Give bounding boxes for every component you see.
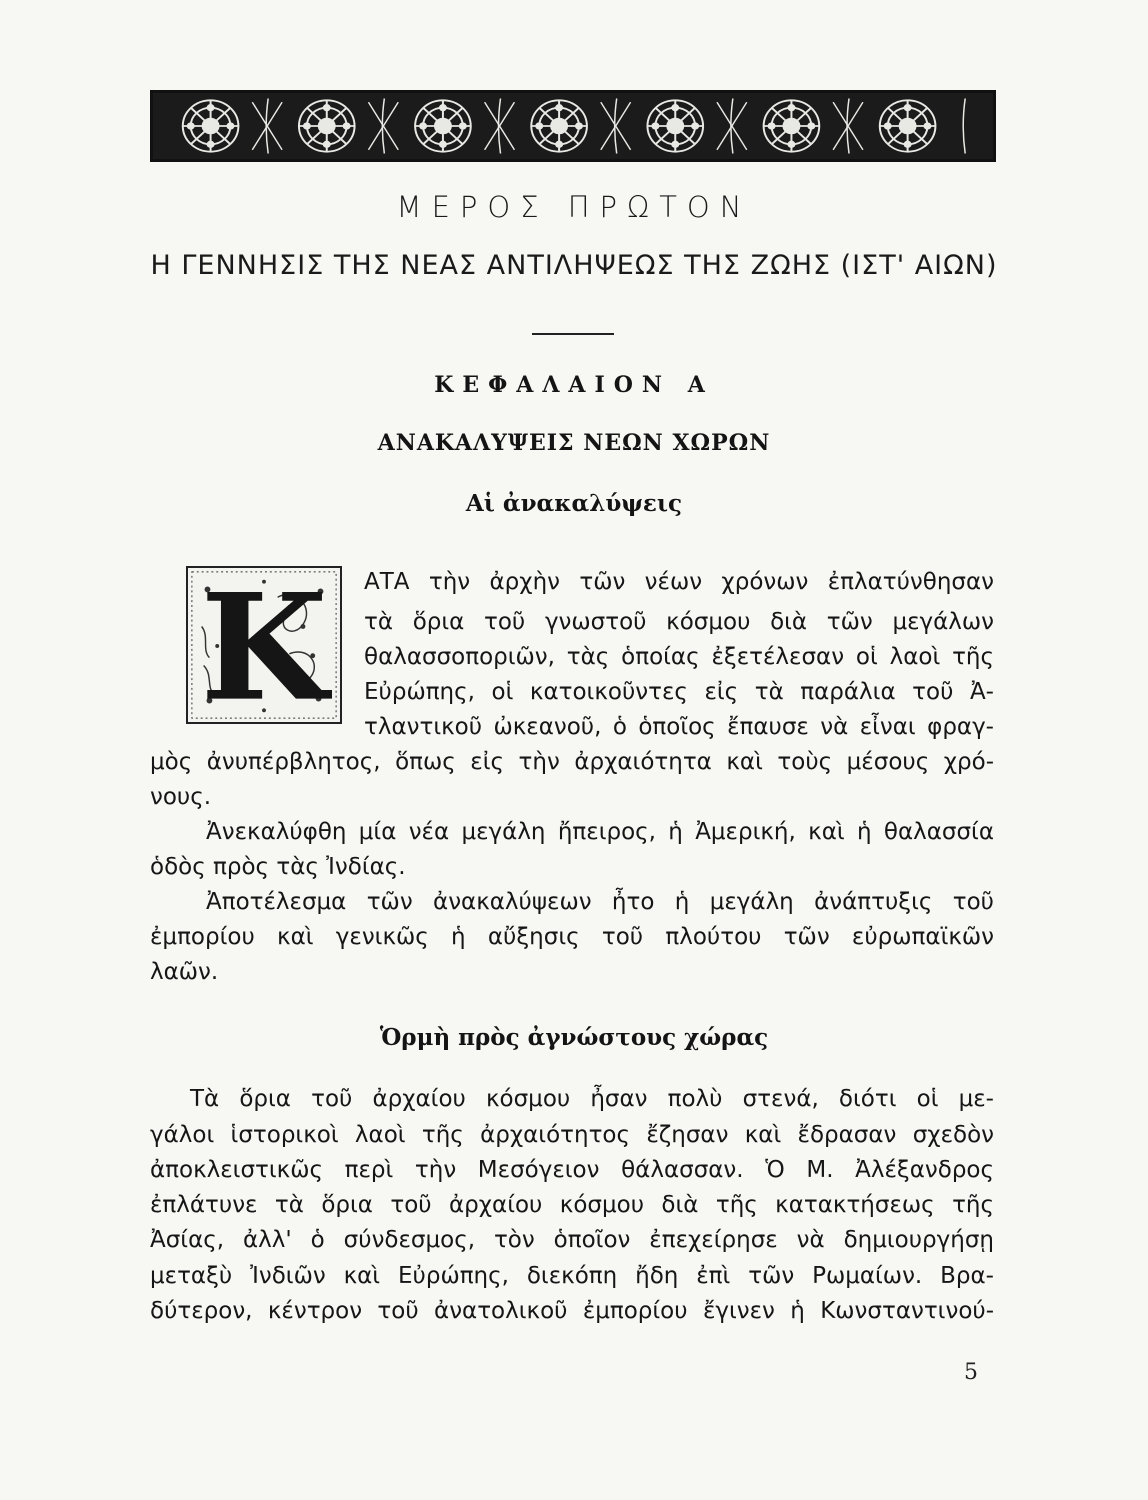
body-line: τλαντικοῦ ὠκεανοῦ, ὁ ὁποῖος ἔπαυσε νὰ εἶναι φραγ- <box>364 714 994 740</box>
part-title: ΜΕΡΟΣ ΠΡΩΤΟΝ <box>396 190 752 224</box>
body-line: ἀποκλειστικῶς περὶ τὴν Μεσόγειον θάλασσαν. Ὁ Μ. Ἀλέξανδρος <box>150 1157 994 1183</box>
page-number: 5 <box>964 1360 978 1385</box>
body-line: τὰ ὅρια τοῦ γνωστοῦ κόσμου διὰ τῶν μεγάλων <box>364 609 994 635</box>
drop-cap-letter: Κ <box>200 568 328 722</box>
section-heading: Αἱ ἀνακαλύψεις <box>465 490 683 517</box>
body-line: ΑΤΑ τὴν ἀρχὴν τῶν νέων χρόνων ἐπλατύνθησαν <box>364 569 994 595</box>
body-line: θαλασσοποριῶν, τὰς ὁποίας ἐξετέλεσαν οἱ λαοὶ τῆς <box>364 644 994 670</box>
body-line: νους. <box>150 784 212 810</box>
divider-rule <box>532 333 614 335</box>
ornamental-header-band <box>150 90 996 162</box>
body-line: μεταξὺ Ἰνδιῶν καὶ Εὐρώπης, διεκόπη ἤδη ἐπὶ τῶν Ρωμαίων. Βρα- <box>150 1263 994 1289</box>
body-line: γάλοι ἱστορικοὶ λαοὶ τῆς ἀρχαιότητος ἔζησαν καὶ ἔδρασαν σχεδὸν <box>150 1122 994 1148</box>
body-line: Τὰ ὅρια τοῦ ἀρχαίου κόσμου ἦσαν πολὺ στενά, διότι οἱ με- <box>190 1086 994 1112</box>
body-line: δύτερον, κέντρον τοῦ ἀνατολικοῦ ἐμπορίου ἔγινεν ἡ Κωνσταντινού- <box>150 1298 994 1324</box>
body-line: Ἀνεκαλύφθη μία νέα μεγάλη ἤπειρος, ἡ Ἀμερική, καὶ ἡ θαλασσία <box>206 819 994 845</box>
illuminated-initial-icon <box>188 568 340 722</box>
part-subtitle: Η ΓΕΝΝΗΣΙΣ ΤΗΣ ΝΕΑΣ ΑΝΤΙΛΗΨΕΩΣ ΤΗΣ ΖΩΗΣ (ΙΣΤ' ΑΙΩΝ) <box>150 250 998 281</box>
body-line: λαῶν. <box>150 959 219 985</box>
body-line: ἐμπορίου καὶ γενικῶς ἡ αὔξησις τοῦ πλούτου τῶν εὐρωπαϊκῶν <box>150 924 994 950</box>
body-line: ἐπλάτυνε τὰ ὅρια τοῦ ἀρχαίου κόσμου διὰ τῆς κατακτήσεως τῆς <box>150 1192 994 1218</box>
chapter-title: ΑΝΑΚΑΛΥΨΕΙΣ ΝΕΩΝ ΧΩΡΩΝ <box>377 430 771 456</box>
body-line: ὁδὸς πρὸς τὰς Ἰνδίας. <box>150 854 406 880</box>
drop-cap <box>186 566 342 724</box>
body-line: μὸς ἀνυπέρβλητος, ὅπως εἰς τὴν ἀρχαιότητα καὶ τοὺς μέσους χρό- <box>150 749 994 775</box>
body-line: Εὐρώπης, οἱ κατοικοῦντες εἰς τὰ παράλια τοῦ Ἀ- <box>364 679 994 705</box>
chapter-label: ΚΕΦΑΛΑΙΟΝ Α <box>434 372 714 398</box>
body-line: Ἀσίας, ἀλλ' ὁ σύνδεσμος, τὸν ὁποῖον ἐπεχείρησε νὰ δημιουργήσῃ <box>150 1227 994 1253</box>
ornament-pattern-icon <box>153 93 993 159</box>
body-line: Ἀποτέλεσμα τῶν ἀνακαλύψεων ἦτο ἡ μεγάλη ἀνάπτυξις τοῦ <box>206 889 994 915</box>
section-heading: Ὁρμὴ πρὸς ἀγνώστους χώρας <box>379 1024 769 1051</box>
